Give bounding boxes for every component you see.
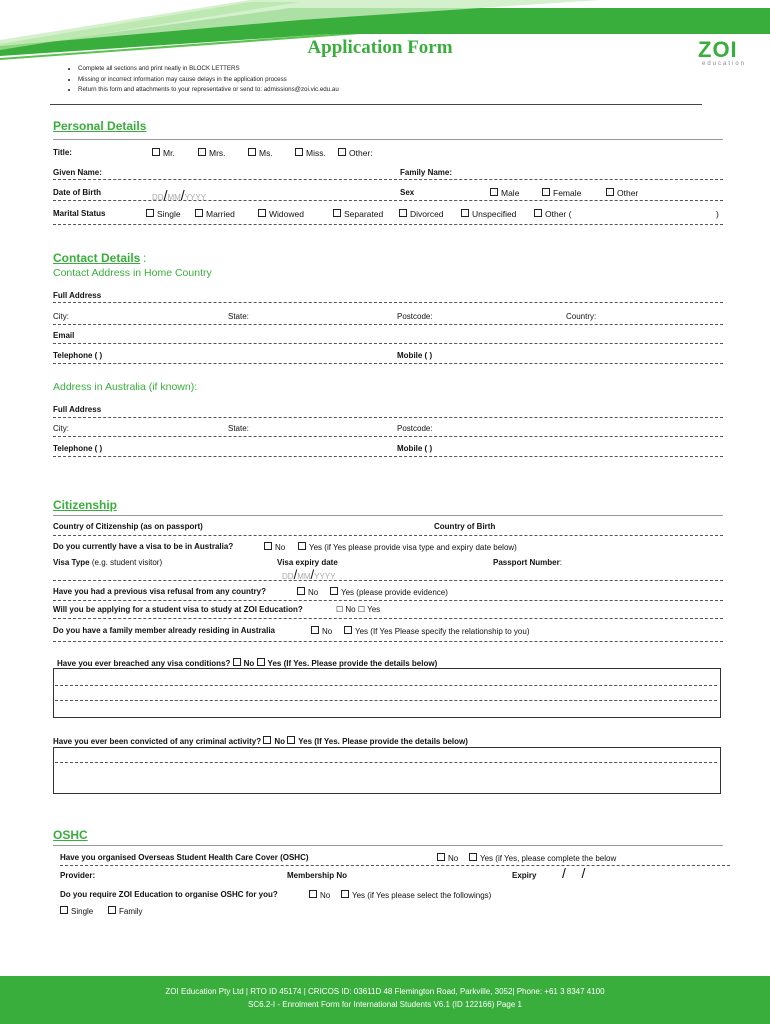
oshc-cover-yes-checkbox[interactable]: Yes (if Yes, please complete the below bbox=[469, 853, 616, 863]
instruction-item: • Complete all sections and print neatly in BLOCK LETTERS bbox=[78, 64, 339, 75]
divider bbox=[53, 600, 723, 601]
full-address-label: Full Address bbox=[53, 291, 102, 300]
aus-state-label: State: bbox=[228, 424, 249, 433]
home-address-subheading: Contact Address in Home Country bbox=[53, 267, 212, 279]
marital-label: Marital Status bbox=[53, 209, 106, 218]
expiry-label: Expiry bbox=[512, 871, 537, 880]
aus-address-subheading: Address in Australia (if known): bbox=[53, 381, 198, 393]
family-yes-checkbox[interactable]: Yes (If Yes Please specify the relationship to you) bbox=[344, 626, 529, 636]
instruction-item: • Return this form and attachments to your representative or send to: admissions@zoi.vic.edu.au bbox=[78, 85, 339, 96]
email-field[interactable] bbox=[53, 343, 723, 344]
page-title: Application Form bbox=[307, 37, 453, 58]
logo-subtitle: education bbox=[702, 61, 747, 67]
provider-label: Provider: bbox=[60, 871, 96, 880]
email-label: Email bbox=[53, 331, 75, 340]
marital-other-checkbox[interactable]: Other ( bbox=[534, 209, 571, 219]
aus-city-field[interactable] bbox=[53, 436, 723, 437]
logo: ZOI bbox=[698, 37, 738, 62]
visa-type-field[interactable] bbox=[53, 580, 723, 581]
title-mrs-checkbox[interactable]: Mrs. bbox=[198, 148, 226, 158]
aus-mobile-label: Mobile ( ) bbox=[397, 444, 433, 453]
telephone-label: Telephone ( ) bbox=[53, 351, 103, 360]
aus-telephone-label: Telephone ( ) bbox=[53, 444, 103, 453]
sex-other-checkbox[interactable]: Other bbox=[606, 188, 638, 198]
visa-yes-checkbox[interactable]: Yes (if Yes please provide visa type and expiry date below) bbox=[298, 542, 517, 552]
marital-other-close: ) bbox=[716, 209, 719, 219]
country-label: Country: bbox=[566, 312, 597, 321]
visa-no-checkbox[interactable]: No bbox=[264, 542, 285, 552]
aus-city-label: City: bbox=[53, 424, 69, 433]
country-birth-label: Country of Birth bbox=[434, 522, 496, 531]
dob-label: Date of Birth bbox=[53, 188, 101, 197]
section-divider bbox=[53, 515, 723, 516]
title-other-checkbox[interactable]: Other: bbox=[338, 148, 373, 158]
crime-question: Have you ever been convicted of any criminal activity? No Yes (If Yes. Please provide the details below) bbox=[53, 737, 468, 746]
divider bbox=[53, 641, 723, 642]
divider bbox=[50, 104, 702, 105]
oshc-require-yes-checkbox[interactable]: Yes (if Yes please select the followings) bbox=[341, 890, 491, 900]
mobile-label: Mobile ( ) bbox=[397, 351, 433, 360]
oshc-require-question: Do you require ZOI Education to organise OSHC for you? bbox=[60, 890, 278, 899]
divider bbox=[53, 200, 723, 201]
breach-question: Have you ever breached any visa conditions? No Yes (If Yes. Please provide the details below) bbox=[57, 659, 438, 668]
title-mr-checkbox[interactable]: Mr. bbox=[152, 148, 175, 158]
membership-label: Membership No bbox=[287, 871, 348, 880]
visa-expiry-label: Visa expiry date bbox=[277, 558, 338, 567]
crime-line bbox=[55, 762, 717, 763]
section-contact-heading: Contact Details bbox=[53, 251, 141, 265]
country-citizenship-label: Country of Citizenship (as on passport) bbox=[53, 522, 203, 531]
visa-type-label: Visa Type (e.g. student visitor) bbox=[53, 558, 163, 567]
marital-divorced-checkbox[interactable]: Divorced bbox=[399, 209, 444, 219]
footer-line-1: ZOI Education Pty Ltd | RTO ID 45174 | CRICOS ID: 03611D 48 Flemington Road, Parkville, 3052| Phone: +61 3 8347 4100 bbox=[165, 987, 605, 996]
breach-details-box[interactable] bbox=[53, 668, 721, 718]
family-question: Do you have a family member already residing in Australia bbox=[53, 626, 276, 635]
oshc-family-checkbox[interactable]: Family bbox=[108, 906, 143, 916]
heading-colon: : bbox=[143, 251, 147, 265]
student-visa-options[interactable]: ☐ No ☐ Yes bbox=[336, 605, 381, 614]
refusal-no-checkbox[interactable]: No bbox=[297, 587, 318, 597]
country-citizenship-field[interactable] bbox=[53, 535, 723, 536]
family-no-checkbox[interactable]: No bbox=[311, 626, 332, 636]
divider bbox=[53, 618, 723, 619]
given-name-field[interactable] bbox=[53, 179, 723, 180]
visa-question: Do you currently have a visa to be in Australia? bbox=[53, 542, 234, 551]
marital-single-checkbox[interactable]: Single bbox=[146, 209, 181, 219]
aus-full-address-label: Full Address bbox=[53, 405, 102, 414]
title-miss-checkbox[interactable]: Miss. bbox=[295, 148, 326, 158]
footer-line-2: SC6.2-I - Enrolment Form for International Students V6.1 (ID 122166) Page 1 bbox=[248, 1000, 522, 1009]
oshc-require-no-checkbox[interactable]: No bbox=[309, 890, 330, 900]
marital-married-checkbox[interactable]: Married bbox=[195, 209, 235, 219]
divider bbox=[60, 865, 730, 866]
sex-male-checkbox[interactable]: Male bbox=[490, 188, 519, 198]
section-personal-heading: Personal Details bbox=[53, 119, 147, 133]
aus-full-address-field[interactable] bbox=[53, 417, 723, 418]
aus-postcode-label: Postcode: bbox=[397, 424, 433, 433]
breach-line bbox=[55, 700, 717, 701]
section-divider bbox=[53, 845, 723, 846]
refusal-question: Have you had a previous visa refusal from any country? bbox=[53, 587, 266, 596]
dob-field[interactable]: DD/MM/YYYY bbox=[152, 187, 207, 203]
oshc-cover-no-checkbox[interactable]: No bbox=[437, 853, 458, 863]
passport-label: Passport Number: bbox=[493, 558, 562, 567]
city-field[interactable] bbox=[53, 324, 723, 325]
aus-telephone-field[interactable] bbox=[53, 456, 723, 457]
title-ms-checkbox[interactable]: Ms. bbox=[248, 148, 273, 158]
state-label: State: bbox=[228, 312, 249, 321]
given-name-label: Given Name: bbox=[53, 168, 102, 177]
section-citizenship-heading: Citizenship bbox=[53, 498, 118, 512]
section-oshc-heading: OSHC bbox=[53, 828, 88, 842]
oshc-single-checkbox[interactable]: Single bbox=[60, 906, 93, 916]
sex-female-checkbox[interactable]: Female bbox=[542, 188, 581, 198]
instruction-item: • Missing or incorrect information may cause delays in the application process bbox=[78, 75, 339, 86]
title-label: Title: bbox=[53, 148, 72, 157]
student-visa-question: Will you be applying for a student visa to study at ZOI Education? bbox=[53, 605, 303, 614]
expiry-field[interactable]: / / bbox=[562, 865, 586, 881]
telephone-field[interactable] bbox=[53, 363, 723, 364]
family-name-label: Family Name: bbox=[400, 168, 453, 177]
full-address-field[interactable] bbox=[53, 302, 723, 303]
marital-separated-checkbox[interactable]: Separated bbox=[333, 209, 383, 219]
refusal-yes-checkbox[interactable]: Yes (please provide evidence) bbox=[330, 587, 448, 597]
marital-widowed-checkbox[interactable]: Widowed bbox=[258, 209, 304, 219]
section-divider bbox=[53, 139, 723, 140]
city-label: City: bbox=[53, 312, 69, 321]
visa-expiry-field[interactable]: DD/MM/YYYY bbox=[282, 567, 336, 582]
oshc-cover-question: Have you organised Overseas Student Health Care Cover (OSHC) bbox=[60, 853, 309, 862]
sex-label: Sex bbox=[400, 188, 415, 197]
breach-line bbox=[55, 685, 717, 686]
crime-details-box[interactable] bbox=[53, 747, 721, 794]
footer bbox=[0, 976, 770, 1024]
instructions-list bbox=[50, 64, 339, 96]
divider bbox=[53, 224, 723, 225]
postcode-label: Postcode: bbox=[397, 312, 433, 321]
marital-unspecified-checkbox[interactable]: Unspecified bbox=[461, 209, 516, 219]
